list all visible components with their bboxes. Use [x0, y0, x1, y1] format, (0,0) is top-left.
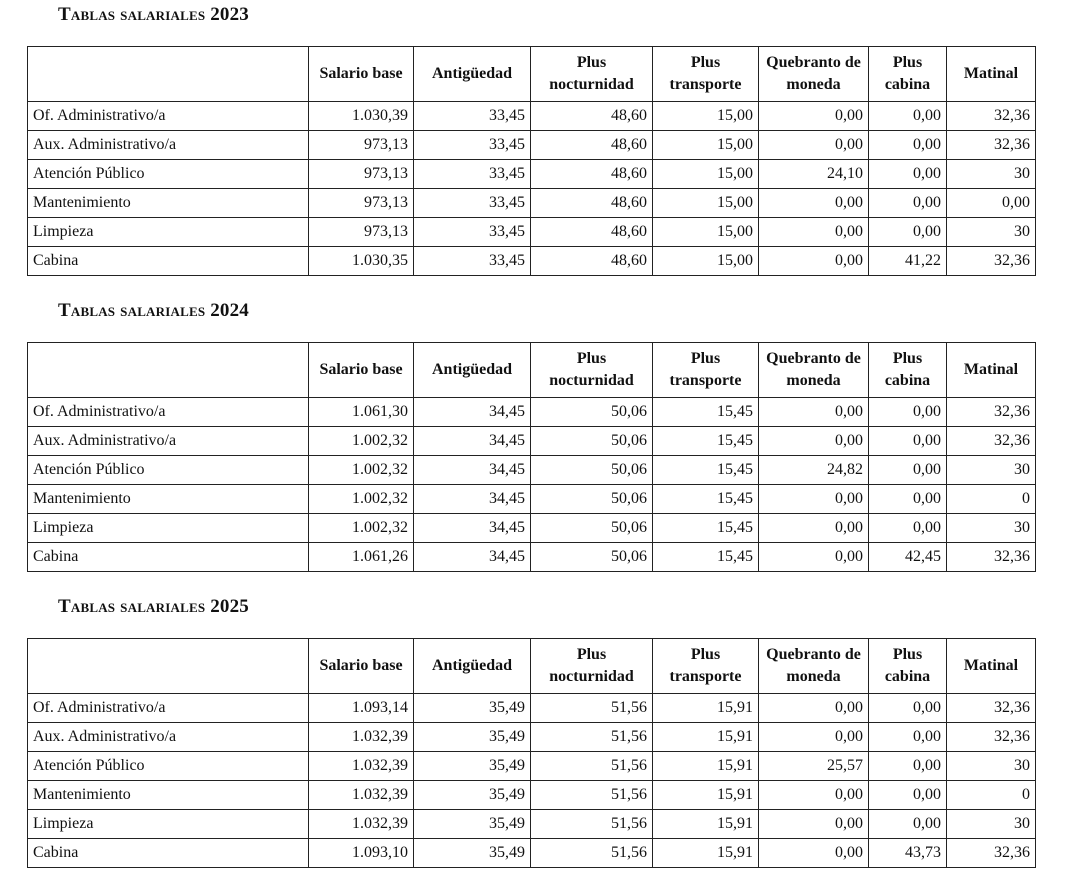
cell-plus-nocturnidad: 50,06 [531, 543, 653, 572]
cell-quebranto-de-moneda: 0,00 [759, 427, 869, 456]
cell-quebranto-de-moneda: 0,00 [759, 723, 869, 752]
column-header-plus-nocturnidad: Plus nocturnidad [531, 343, 653, 398]
cell-plus-cabina: 0,00 [869, 694, 947, 723]
cell-quebranto-de-moneda: 0,00 [759, 398, 869, 427]
cell-plus-cabina: 0,00 [869, 810, 947, 839]
cell-plus-cabina: 0,00 [869, 723, 947, 752]
cell-plus-transporte: 15,91 [653, 781, 759, 810]
column-header-category [28, 47, 309, 102]
cell-matinal: 30 [947, 218, 1036, 247]
row-label: Cabina [28, 543, 309, 572]
cell-antiguedad: 33,45 [414, 160, 531, 189]
cell-plus-nocturnidad: 48,60 [531, 189, 653, 218]
cell-plus-cabina: 0,00 [869, 398, 947, 427]
cell-salario-base: 1.002,32 [309, 427, 414, 456]
cell-matinal: 32,36 [947, 247, 1036, 276]
cell-salario-base: 973,13 [309, 160, 414, 189]
cell-antiguedad: 34,45 [414, 485, 531, 514]
table-row [28, 160, 1036, 189]
cell-matinal: 30 [947, 456, 1036, 485]
section-title: Tablas salariales 2025 [58, 596, 250, 617]
cell-matinal: 32,36 [947, 102, 1036, 131]
cell-antiguedad: 33,45 [414, 102, 531, 131]
cell-plus-cabina: 0,00 [869, 427, 947, 456]
table-row [28, 456, 1036, 485]
cell-salario-base: 973,13 [309, 218, 414, 247]
cell-plus-transporte: 15,45 [653, 456, 759, 485]
cell-plus-transporte: 15,91 [653, 752, 759, 781]
cell-quebranto-de-moneda: 0,00 [759, 694, 869, 723]
cell-matinal: 30 [947, 810, 1036, 839]
row-label: Mantenimiento [28, 781, 309, 810]
column-header-salario-base: Salario base [309, 47, 414, 102]
cell-plus-nocturnidad: 50,06 [531, 456, 653, 485]
cell-plus-transporte: 15,45 [653, 398, 759, 427]
row-label: Limpieza [28, 218, 309, 247]
table-row [28, 398, 1036, 427]
table-row [28, 810, 1036, 839]
row-label: Mantenimiento [28, 189, 309, 218]
table-row [28, 694, 1036, 723]
column-header-category [28, 343, 309, 398]
cell-salario-base: 1.030,39 [309, 102, 414, 131]
column-header-antiguedad: Antigüedad [414, 343, 531, 398]
cell-quebranto-de-moneda: 0,00 [759, 810, 869, 839]
cell-plus-cabina: 0,00 [869, 102, 947, 131]
cell-antiguedad: 33,45 [414, 189, 531, 218]
cell-plus-transporte: 15,91 [653, 694, 759, 723]
column-header-plus-cabina: Plus cabina [869, 343, 947, 398]
cell-matinal: 0 [947, 485, 1036, 514]
cell-quebranto-de-moneda: 0,00 [759, 189, 869, 218]
row-label: Aux. Administrativo/a [28, 427, 309, 456]
cell-plus-transporte: 15,00 [653, 102, 759, 131]
cell-salario-base: 1.002,32 [309, 485, 414, 514]
header-row [28, 343, 1036, 398]
cell-plus-nocturnidad: 51,56 [531, 839, 653, 868]
cell-antiguedad: 34,45 [414, 543, 531, 572]
cell-quebranto-de-moneda: 0,00 [759, 485, 869, 514]
salary-table [27, 342, 1036, 572]
row-label: Of. Administrativo/a [28, 398, 309, 427]
cell-plus-transporte: 15,00 [653, 247, 759, 276]
cell-plus-nocturnidad: 48,60 [531, 102, 653, 131]
cell-matinal: 0,00 [947, 189, 1036, 218]
cell-quebranto-de-moneda: 24,10 [759, 160, 869, 189]
row-label: Atención Público [28, 456, 309, 485]
column-header-salario-base: Salario base [309, 343, 414, 398]
cell-plus-nocturnidad: 50,06 [531, 398, 653, 427]
cell-plus-cabina: 0,00 [869, 514, 947, 543]
cell-salario-base: 973,13 [309, 189, 414, 218]
section-title: Tablas salariales 2024 [58, 300, 250, 321]
cell-antiguedad: 35,49 [414, 781, 531, 810]
cell-plus-nocturnidad: 51,56 [531, 810, 653, 839]
cell-plus-transporte: 15,45 [653, 514, 759, 543]
cell-plus-transporte: 15,00 [653, 218, 759, 247]
column-header-matinal: Matinal [947, 47, 1036, 102]
cell-matinal: 32,36 [947, 131, 1036, 160]
cell-antiguedad: 35,49 [414, 839, 531, 868]
cell-salario-base: 1.030,35 [309, 247, 414, 276]
cell-plus-transporte: 15,91 [653, 839, 759, 868]
cell-salario-base: 1.032,39 [309, 781, 414, 810]
cell-antiguedad: 35,49 [414, 752, 531, 781]
column-header-quebranto-de-moneda: Quebranto de moneda [759, 47, 869, 102]
salary-table [27, 638, 1036, 868]
cell-plus-nocturnidad: 48,60 [531, 218, 653, 247]
cell-quebranto-de-moneda: 0,00 [759, 247, 869, 276]
row-label: Atención Público [28, 752, 309, 781]
table-row [28, 752, 1036, 781]
cell-antiguedad: 33,45 [414, 218, 531, 247]
cell-matinal: 0 [947, 781, 1036, 810]
cell-plus-nocturnidad: 51,56 [531, 723, 653, 752]
table-row [28, 131, 1036, 160]
cell-salario-base: 973,13 [309, 131, 414, 160]
cell-plus-transporte: 15,00 [653, 131, 759, 160]
table-row [28, 189, 1036, 218]
row-label: Cabina [28, 839, 309, 868]
cell-antiguedad: 34,45 [414, 398, 531, 427]
cell-antiguedad: 35,49 [414, 694, 531, 723]
table-row [28, 543, 1036, 572]
column-header-salario-base: Salario base [309, 639, 414, 694]
cell-plus-cabina: 0,00 [869, 189, 947, 218]
cell-plus-nocturnidad: 48,60 [531, 131, 653, 160]
cell-salario-base: 1.061,30 [309, 398, 414, 427]
cell-matinal: 30 [947, 752, 1036, 781]
cell-plus-cabina: 0,00 [869, 456, 947, 485]
cell-quebranto-de-moneda: 24,82 [759, 456, 869, 485]
header-row [28, 639, 1036, 694]
cell-quebranto-de-moneda: 0,00 [759, 218, 869, 247]
column-header-plus-nocturnidad: Plus nocturnidad [531, 47, 653, 102]
table-row [28, 723, 1036, 752]
cell-quebranto-de-moneda: 0,00 [759, 102, 869, 131]
row-label: Mantenimiento [28, 485, 309, 514]
column-header-antiguedad: Antigüedad [414, 47, 531, 102]
cell-antiguedad: 34,45 [414, 514, 531, 543]
table-row [28, 781, 1036, 810]
row-label: Aux. Administrativo/a [28, 131, 309, 160]
cell-matinal: 30 [947, 160, 1036, 189]
cell-antiguedad: 35,49 [414, 810, 531, 839]
cell-matinal: 32,36 [947, 839, 1036, 868]
table-row [28, 485, 1036, 514]
cell-antiguedad: 33,45 [414, 131, 531, 160]
column-header-category [28, 639, 309, 694]
cell-salario-base: 1.032,39 [309, 810, 414, 839]
column-header-matinal: Matinal [947, 639, 1036, 694]
cell-salario-base: 1.002,32 [309, 456, 414, 485]
cell-antiguedad: 33,45 [414, 247, 531, 276]
cell-quebranto-de-moneda: 0,00 [759, 514, 869, 543]
row-label: Of. Administrativo/a [28, 102, 309, 131]
cell-matinal: 32,36 [947, 723, 1036, 752]
cell-plus-nocturnidad: 48,60 [531, 160, 653, 189]
cell-plus-nocturnidad: 51,56 [531, 752, 653, 781]
cell-quebranto-de-moneda: 0,00 [759, 131, 869, 160]
cell-plus-cabina: 43,73 [869, 839, 947, 868]
cell-antiguedad: 35,49 [414, 723, 531, 752]
column-header-plus-cabina: Plus cabina [869, 47, 947, 102]
cell-plus-cabina: 0,00 [869, 160, 947, 189]
column-header-quebranto-de-moneda: Quebranto de moneda [759, 639, 869, 694]
cell-salario-base: 1.093,14 [309, 694, 414, 723]
row-label: Limpieza [28, 514, 309, 543]
table-row [28, 514, 1036, 543]
row-label: Cabina [28, 247, 309, 276]
column-header-plus-transporte: Plus transporte [653, 343, 759, 398]
cell-salario-base: 1.002,32 [309, 514, 414, 543]
cell-plus-nocturnidad: 50,06 [531, 485, 653, 514]
cell-plus-nocturnidad: 50,06 [531, 427, 653, 456]
cell-quebranto-de-moneda: 0,00 [759, 781, 869, 810]
cell-antiguedad: 34,45 [414, 427, 531, 456]
cell-plus-nocturnidad: 50,06 [531, 514, 653, 543]
cell-plus-transporte: 15,00 [653, 160, 759, 189]
table-row [28, 427, 1036, 456]
row-label: Aux. Administrativo/a [28, 723, 309, 752]
column-header-plus-cabina: Plus cabina [869, 639, 947, 694]
cell-plus-transporte: 15,00 [653, 189, 759, 218]
cell-plus-transporte: 15,45 [653, 543, 759, 572]
row-label: Atención Público [28, 160, 309, 189]
table-row [28, 247, 1036, 276]
cell-plus-cabina: 0,00 [869, 781, 947, 810]
cell-plus-cabina: 42,45 [869, 543, 947, 572]
column-header-matinal: Matinal [947, 343, 1036, 398]
cell-plus-nocturnidad: 48,60 [531, 247, 653, 276]
column-header-plus-transporte: Plus transporte [653, 639, 759, 694]
cell-quebranto-de-moneda: 0,00 [759, 543, 869, 572]
column-header-plus-nocturnidad: Plus nocturnidad [531, 639, 653, 694]
cell-plus-transporte: 15,91 [653, 723, 759, 752]
column-header-quebranto-de-moneda: Quebranto de moneda [759, 343, 869, 398]
column-header-plus-transporte: Plus transporte [653, 47, 759, 102]
cell-quebranto-de-moneda: 0,00 [759, 839, 869, 868]
cell-matinal: 32,36 [947, 543, 1036, 572]
cell-plus-cabina: 0,00 [869, 485, 947, 514]
cell-plus-transporte: 15,45 [653, 427, 759, 456]
cell-salario-base: 1.093,10 [309, 839, 414, 868]
cell-plus-nocturnidad: 51,56 [531, 694, 653, 723]
cell-plus-transporte: 15,91 [653, 810, 759, 839]
table-row [28, 839, 1036, 868]
cell-quebranto-de-moneda: 25,57 [759, 752, 869, 781]
cell-salario-base: 1.032,39 [309, 723, 414, 752]
row-label: Of. Administrativo/a [28, 694, 309, 723]
cell-plus-nocturnidad: 51,56 [531, 781, 653, 810]
cell-plus-cabina: 41,22 [869, 247, 947, 276]
cell-matinal: 32,36 [947, 427, 1036, 456]
section-title: Tablas salariales 2023 [58, 4, 250, 25]
cell-salario-base: 1.032,39 [309, 752, 414, 781]
column-header-antiguedad: Antigüedad [414, 639, 531, 694]
table-row [28, 218, 1036, 247]
cell-salario-base: 1.061,26 [309, 543, 414, 572]
cell-matinal: 30 [947, 514, 1036, 543]
row-label: Limpieza [28, 810, 309, 839]
cell-matinal: 32,36 [947, 694, 1036, 723]
table-row [28, 102, 1036, 131]
cell-plus-cabina: 0,00 [869, 131, 947, 160]
cell-plus-transporte: 15,45 [653, 485, 759, 514]
header-row [28, 47, 1036, 102]
cell-plus-cabina: 0,00 [869, 218, 947, 247]
cell-antiguedad: 34,45 [414, 456, 531, 485]
cell-plus-cabina: 0,00 [869, 752, 947, 781]
cell-matinal: 32,36 [947, 398, 1036, 427]
salary-table [27, 46, 1036, 276]
